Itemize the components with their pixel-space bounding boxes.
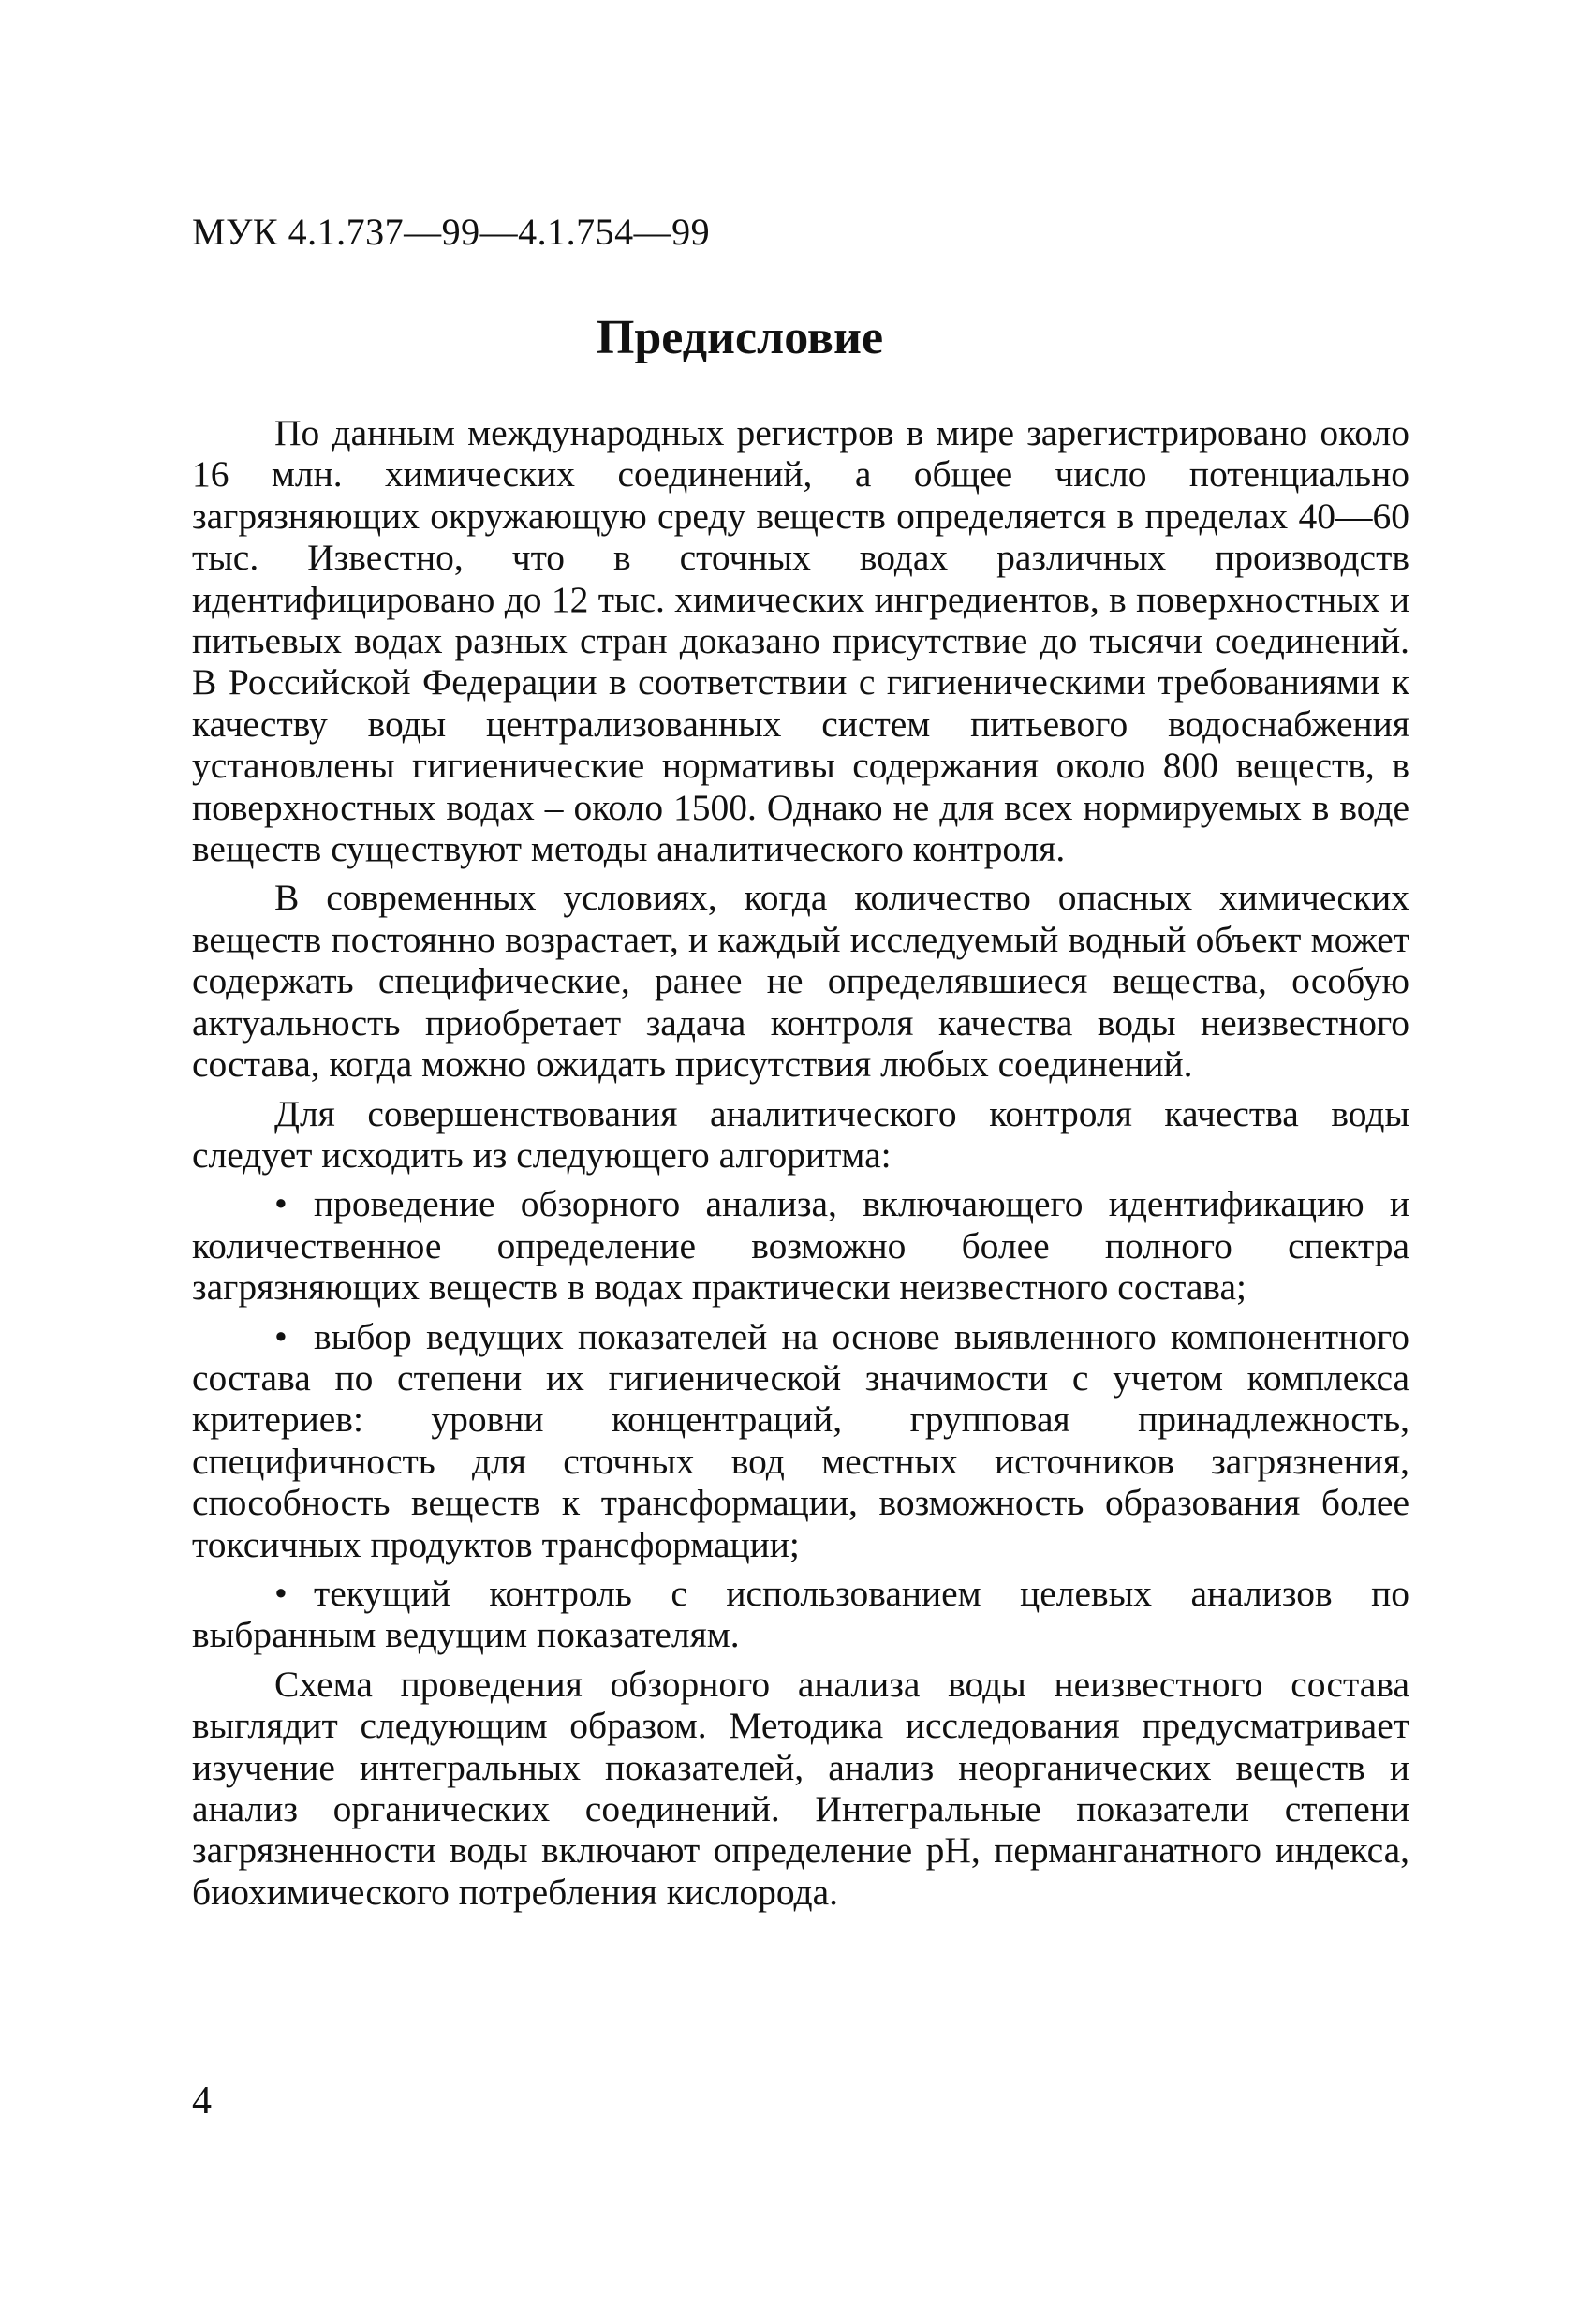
paragraph: Для совершенствования аналитического контроля качества воды следует исходить из следующего алгоритма: xyxy=(192,1092,1409,1176)
page-title: Предисловие xyxy=(596,311,884,364)
bullet-icon: • xyxy=(274,1315,288,1357)
body-text xyxy=(192,412,1409,1920)
bullet-icon: • xyxy=(274,1183,288,1225)
paragraph: По данным международных регистров в мире зарегистрировано около 16 млн. химических соединений, а общее число потенциально загрязняющих окружающую среду веществ определяется в пределах 40—60 тыс. Известно, что в сточных водах различных производств идентифицировано до 12 тыс. химических ингредиентов, в поверхностных и питьевых водах разных стран доказано присутствие до тысячи соединений. В Российской Федерации в соответствии с гигиеническими требованиями к качеству воды централизованных систем питьевого водоснабжения установлены гигиенические нормативы содержания около 800 веществ, в поверхностных водах – около 1500. Однако не для всех нормируемых в воде веществ существуют методы аналитического контроля. xyxy=(192,412,1409,870)
list-item xyxy=(192,1183,1409,1308)
paragraph: Схема проведения обзорного анализа воды неизвестного состава выглядит следующим образом. Методика исследования предусматривает изучение интегральных показателей, анализ неорганических веществ и анализ органических соединений. Интегральные показатели степени загрязненности воды включают определение pH, перманганатного индекса, биохимического потребления кислорода. xyxy=(192,1663,1409,1913)
page-number: 4 xyxy=(192,2080,212,2123)
paragraph: В современных условиях, когда количество опасных химических веществ постоянно возрастает, и каждый исследуемый водный объект может содержать специфические, ранее не определявшиеся вещества, особую актуальность приобретает задача контроля качества воды неизвестного состава, когда можно ожидать присутствия любых соединений. xyxy=(192,877,1409,1086)
bullet-icon: • xyxy=(274,1572,288,1614)
running-header: МУК 4.1.737—99—4.1.754—99 xyxy=(192,211,711,253)
list-item-text: текущий контроль с использованием целевых анализов по выбранным ведущим показателям. xyxy=(192,1572,1409,1656)
list-item xyxy=(192,1573,1409,1656)
list-item-text: проведение обзорного анализа, включающего идентификацию и количественное определение возможно более полного спектра загрязняющих веществ в водах практически неизвестного состава; xyxy=(192,1183,1409,1309)
list-item xyxy=(192,1316,1409,1565)
list-item-text: выбор ведущих показателей на основе выявленного компонентного состава по степени их гигиенической значимости с учетом комплекса критериев: уровни концентраций, групповая принадлежность, специфичность для сточных вод местных источников загрязнения, способность веществ к трансформации, возможность образования более токсичных продуктов трансформации; xyxy=(192,1315,1409,1565)
